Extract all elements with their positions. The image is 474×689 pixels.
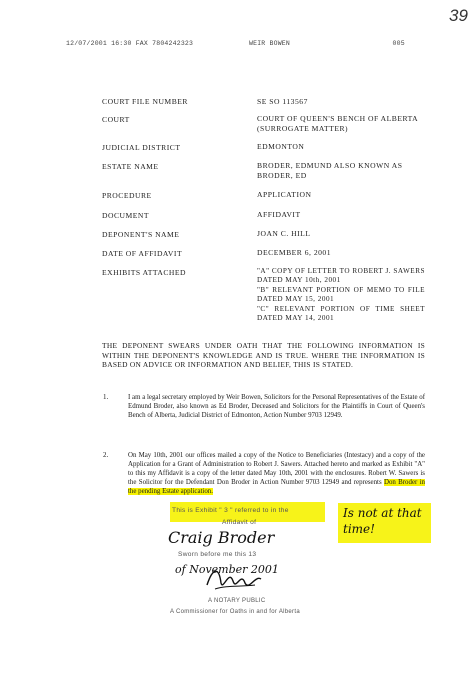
exhibit-c: "C" RELEVANT PORTION OF TIME SHEET DATED MAY 14, 2001 bbox=[257, 304, 425, 323]
caption-value-judicial-district: EDMONTON bbox=[257, 142, 305, 151]
caption-value-estate-name: BRODER, EDMUND ALSO KNOWN AS BRODER, ED bbox=[257, 161, 403, 180]
caption-label-estate-name: ESTATE NAME bbox=[102, 162, 159, 171]
exhibit-b: "B" RELEVANT PORTION OF MEMO TO FILE DATED MAY 15, 2001 bbox=[257, 285, 425, 304]
caption-value-deponent-name: JOAN C. HILL bbox=[257, 229, 311, 238]
stamp-signature-name: Craig Broder bbox=[168, 528, 275, 547]
stamp-line-1: This is Exhibit " 3 " referred to in the bbox=[172, 507, 289, 514]
fax-header-right: 005 bbox=[391, 40, 405, 47]
commissioner-signature bbox=[205, 561, 265, 593]
stamp-line-3: Sworn before me this 13 bbox=[178, 551, 257, 558]
caption-label-deponent-name: DEPONENT'S NAME bbox=[102, 230, 180, 239]
caption-value-document: AFFIDAVIT bbox=[257, 210, 301, 219]
caption-label-exhibits-attached: EXHIBITS ATTACHED bbox=[102, 268, 187, 277]
caption-label-court: COURT bbox=[102, 115, 130, 124]
caption-value-court: COURT OF QUEEN'S BENCH OF ALBERTA (SURROGATE MATTER) bbox=[257, 114, 418, 133]
deponent-intro-statement: THE DEPONENT SWEARS UNDER OATH THAT THE FOLLOWING INFORMATION IS WITHIN THE DEPONENT'S KNOWLEDGE AND IS TRUE. WHERE THE INFORMATION IS BASED ON ADVICE OR INFORMATION AND BELIEF, THIS IS STATED. bbox=[102, 341, 425, 369]
caption-value-court-file-number: SE SO 113567 bbox=[257, 97, 308, 106]
stamp-line-2: Affidavit of bbox=[222, 519, 257, 526]
caption-label-date-of-affidavit: DATE OF AFFIDAVIT bbox=[102, 249, 183, 258]
exhibit-list bbox=[257, 267, 425, 323]
paragraph-1-text: I am a legal secretary employed by Weir Bowen, Solicitors for the Personal Representatives of the Estate of Edmund Broder, also known as Ed Broder, Deceased and Solicitors for the Plaintiffs in Court of Queen's Bench of Alberta, Judicial District of Edmonton, Action Number 9703 12949. bbox=[128, 394, 425, 419]
highlighted-text: Don Broder in the pending Estate application. bbox=[128, 479, 425, 495]
exhibit-a: "A" COPY OF LETTER TO ROBERT J. SAWERS DATED MAY 10th, 2001 bbox=[257, 267, 425, 285]
caption-label-judicial-district: JUDICIAL DISTRICT bbox=[102, 143, 181, 152]
paragraph-2-number: 2. bbox=[103, 451, 109, 459]
fax-header-center: WEIR BOWEN bbox=[249, 40, 291, 47]
stamp-line-4: of November 2001 bbox=[175, 563, 279, 576]
page-number: 39 bbox=[449, 6, 468, 25]
caption-label-procedure: PROCEDURE bbox=[102, 191, 152, 200]
paragraph-1-number: 1. bbox=[103, 393, 109, 401]
paragraph-2-text bbox=[128, 451, 425, 496]
exhibit-stamp bbox=[150, 505, 340, 633]
caption-label-court-file-number: COURT FILE NUMBER bbox=[102, 97, 188, 106]
caption-value-date-of-affidavit: DECEMBER 6, 2001 bbox=[257, 248, 332, 257]
paragraph-2-body: On May 10th, 2001 our offices mailed a copy of the Notice to Beneficiaries (Intestacy) and a copy of the Application for a Grant of Administration to Robert J. Sawers. Attached hereto and marked as Exhibit "A" to this my Affidavit is a copy of the letter dated May 10th, 2001 with the enclosures. Robert W. Sawers is the Solicitor for the Defendant Don Broder in Action Number 9703 12949 and represents bbox=[128, 452, 425, 486]
fax-header-left: 12/07/2001 16:30 FAX 7804242323 bbox=[66, 40, 194, 47]
commissioner-line-1: A NOTARY PUBLIC bbox=[208, 598, 266, 604]
caption-label-document: DOCUMENT bbox=[102, 211, 150, 220]
commissioner-line-2: A Commissioner for Oaths in and for Alberta bbox=[170, 609, 300, 615]
caption-value-procedure: APPLICATION bbox=[257, 190, 312, 199]
handwritten-note: Is not at that time! bbox=[343, 506, 422, 536]
